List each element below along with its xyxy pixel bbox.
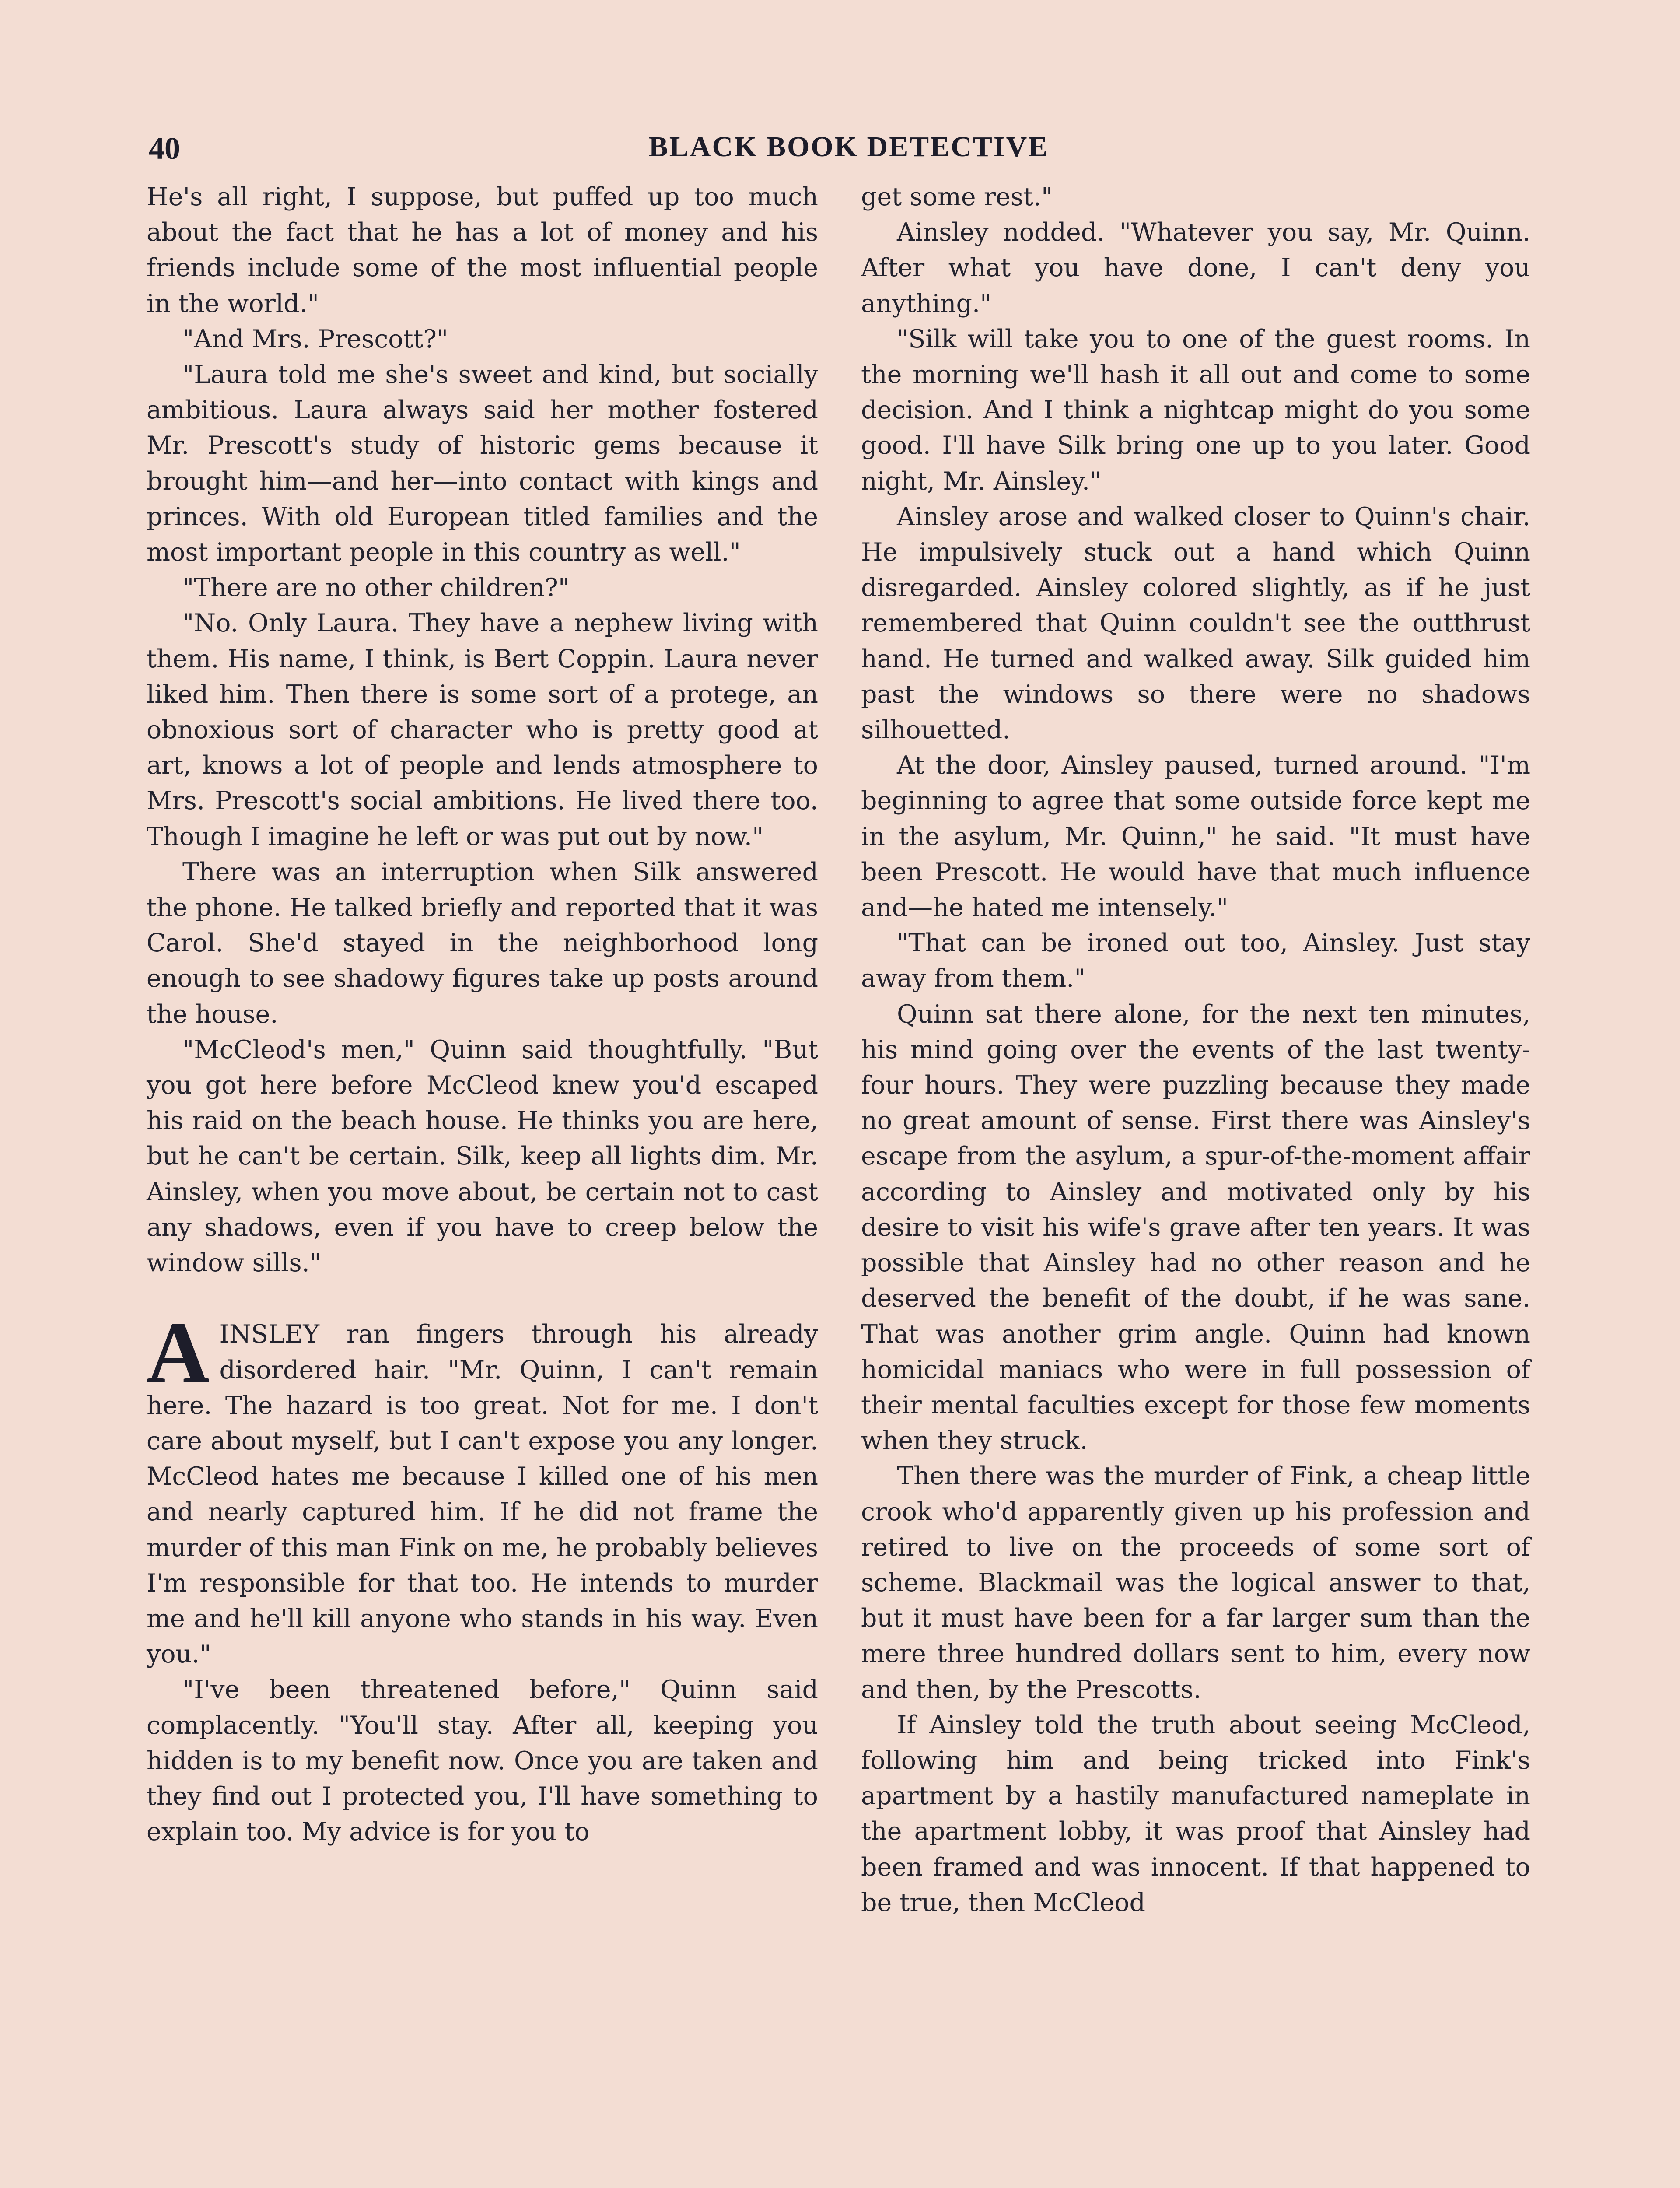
paragraph: At the door, Ainsley paused, turned around. "I'm beginning to agree that some outside force kept me in the asylum, Mr. Quinn," he said. "It must have been Prescott. He would have that much influence and—he hated me intensely."	[861, 751, 1530, 922]
paragraph: He's all right, I suppose, but puffed up too much about the fact that he has a lot of money and his friends include some of the most influential people in the world."	[147, 182, 818, 318]
right-column	[861, 179, 1530, 1921]
drop-cap: A	[147, 1304, 210, 1402]
paragraph: "There are no other children?"	[182, 573, 570, 603]
page-header	[149, 130, 1549, 183]
paragraph: If Ainsley told the truth about seeing McCleod, following him and being tricked into Fink's apartment by a hastily manufactured nameplate in the apartment lobby, it was proof that Ainsley had been framed and was innocent. If that happened to be true, then McCleod	[861, 1710, 1530, 1917]
paragraph: "Laura told me she's sweet and kind, but socially ambitious. Laura always said her mother fostered Mr. Prescott's study of historic gems because it brought him—and her—into contact with kings and princes. With old European titled families and the most important people in this country as well."	[147, 360, 818, 567]
paragraph: Ainsley arose and walked closer to Quinn's chair. He impulsively stuck out a hand which Quinn disregarded. Ainsley colored slightly, as if he just remembered that Quinn couldn't see the outthrust hand. He turned and walked away. Silk guided him past the windows so there were no shadows silhouetted.	[861, 502, 1530, 745]
paragraph: "That can be ironed out too, Ainsley. Just stay away from them."	[861, 929, 1530, 993]
paragraph: "I've been threatened before," Quinn said complacently. "You'll stay. After all, keeping you hidden is to my benefit now. Once you are taken and they find out I protected you, I'll have something to explain too. My advice is for you to	[147, 1675, 818, 1847]
paragraph: "McCleod's men," Quinn said thoughtfully. "But you got here before McCleod knew you'd escaped his raid on the beach house. He thinks you are here, but he can't be certain. Silk, keep all lights dim. Mr. Ainsley, when you move about, be certain not to cast any shadows, even if you have to creep below the window sills."	[147, 1035, 818, 1278]
paragraph-text: INSLEY ran fingers through his already disordered hair. "Mr. Quinn, I can't remain here. The hazard is too great. Not for me. I don't care about myself, but I can't expose you any longer. McCleod hates me because I killed one of his men and nearly captured him. If he did not frame the murder of this man Fink on me, he probably believes I'm responsible for that too. He intends to murder me and he'll kill anyone who stands in his way. Even you."	[147, 1320, 818, 1669]
paragraph: Ainsley nodded. "Whatever you say, Mr. Quinn. After what you have done, I can't deny you anything."	[861, 218, 1530, 318]
paragraph: Quinn sat there alone, for the next ten minutes, his mind going over the events of the last twenty-four hours. They were puzzling because they made no great amount of sense. First there was Ainsley's escape from the asylum, a spur-of-the-moment affair according to Ainsley and motivated only by his desire to visit his wife's grave after ten years. It was possible that Ainsley had no other reason and he deserved the benefit of the doubt, if he was sane. That was another grim angle. Quinn had known homicidal maniacs who were in full possession of their mental faculties except for those few moments when they struck.	[861, 999, 1530, 1455]
left-column	[147, 179, 818, 1850]
section-opening-paragraph	[147, 1304, 818, 1672]
paragraph: "And Mrs. Prescott?"	[182, 324, 448, 354]
paragraph: There was an interruption when Silk answered the phone. He talked briefly and reported that it was Carol. She'd stayed in the neighborhood long enough to see shadowy figures take up posts around the house.	[147, 857, 818, 1029]
page-number: 40	[149, 131, 180, 166]
paragraph: "Silk will take you to one of the guest rooms. In the morning we'll hash it all out and come to some decision. And I think a nightcap might do you some good. I'll have Silk bring one up to you later. Good night, Mr. Ainsley."	[861, 324, 1530, 496]
magazine-title: BLACK BOOK DETECTIVE	[648, 131, 1049, 163]
paragraph: get some rest."	[861, 182, 1053, 211]
paragraph: "No. Only Laura. They have a nephew living with them. His name, I think, is Bert Coppin. Laura never liked him. Then there is some sort of a protege, an obnoxious sort of character who is pretty good at art, knows a lot of people and lends atmosphere to Mrs. Prescott's social ambitions. He lived there too. Though I imagine he left or was put out by now."	[147, 609, 818, 851]
paragraph: Then there was the murder of Fink, a cheap little crook who'd apparently given up his profession and retired to live on the proceeds of some sort of scheme. Blackmail was the logical answer to that, but it must have been for a far larger sum than the mere three hundred dollars sent to him, every now and then, by the Prescotts.	[861, 1462, 1530, 1704]
